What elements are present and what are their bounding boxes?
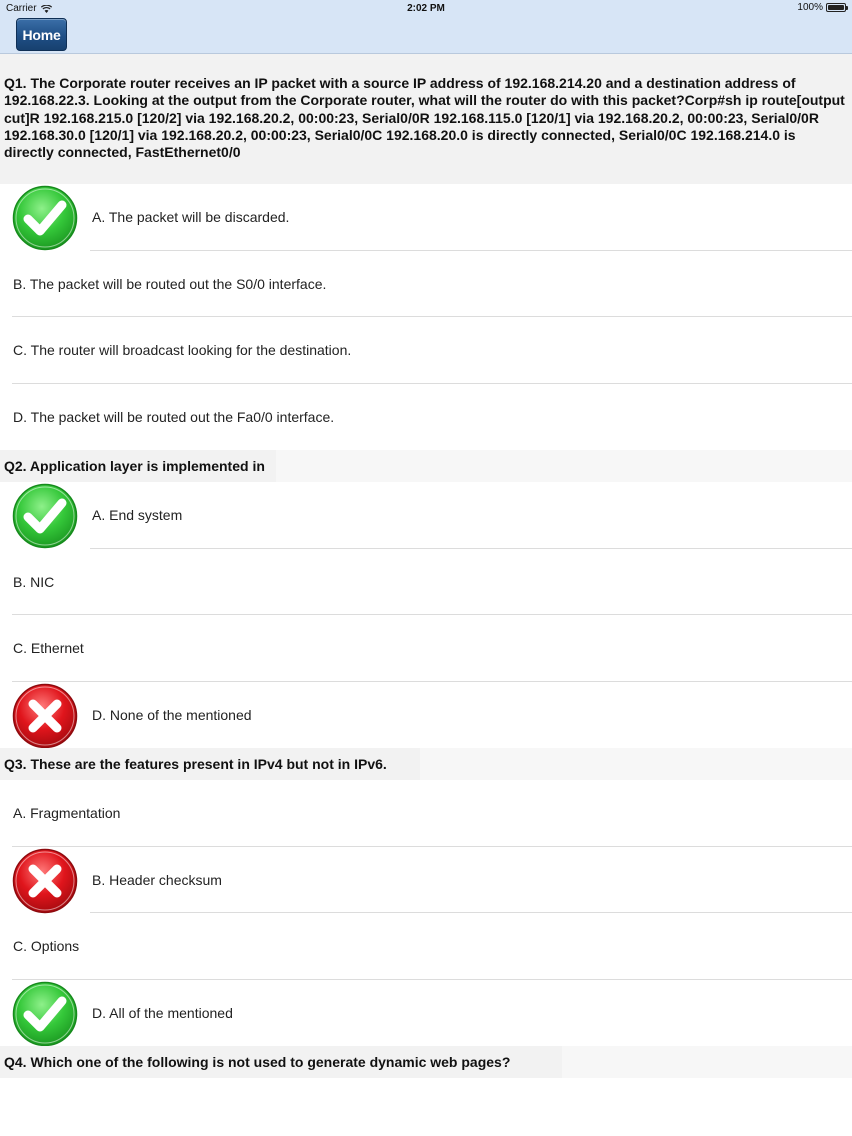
navigation-bar [0, 0, 852, 54]
answer-option[interactable] [0, 251, 852, 318]
answer-option[interactable] [0, 913, 852, 980]
status-bar [0, 0, 852, 18]
cross-icon [12, 848, 78, 914]
checkmark-icon [12, 185, 78, 251]
answer-option[interactable] [0, 384, 852, 451]
question-text [0, 450, 852, 482]
answer-label: B. Header checksum [92, 871, 222, 888]
question-text [0, 1046, 852, 1078]
answer-label: C. Options [13, 938, 80, 955]
question-label: Q2. Application layer is implemented in [4, 458, 265, 474]
question-label: Q3. These are the features present in IPv4 but not in IPv6. [4, 756, 387, 772]
answer-label: B. NIC [13, 573, 55, 590]
answer-option[interactable] [0, 549, 852, 616]
question-text [0, 748, 852, 780]
answer-option[interactable] [0, 682, 852, 749]
battery-indicator [797, 2, 846, 13]
question-label: Q4. Which one of the following is not used to generate dynamic web pages? [4, 1054, 511, 1070]
answer-label: D. The packet will be routed out the Fa0/0 interface. [13, 408, 335, 425]
answer-label: A. Fragmentation [13, 805, 121, 822]
battery-icon [826, 3, 846, 12]
checkmark-icon [12, 981, 78, 1047]
question-text: Q1. The Corporate router receives an IP packet with a source IP address of 192.168.214.20 and a destination address of 192.168.22.3. Looking at the output from the Corporate router, what will the router do with this packet?Corp#sh ip route[output cut]R 192.168.215.0 [120/2] via 192.168.20.2, 00:00:23, Serial0/0R 192.168.115.0 [120/1] via 192.168.20.2, 00:00:23, Serial0/0R 192.168.30.0 [120/1] via 192.168.20.2, 00:00:23, Serial0/0C 192.168.20.0 is directly connected, Serial0/0C 192.168.214.0 is directly connected, FastEthernet0/0 [0, 54, 852, 184]
answer-label: C. The router will broadcast looking for the destination. [13, 342, 352, 359]
answer-option[interactable] [0, 847, 852, 914]
answer-label: A. End system [92, 507, 183, 524]
carrier-label: Carrier [6, 3, 37, 14]
answer-label: B. The packet will be routed out the S0/0 interface. [13, 275, 327, 292]
answer-option[interactable] [0, 780, 852, 847]
answer-option[interactable] [0, 317, 852, 384]
answer-option[interactable] [0, 482, 852, 549]
clock: 2:02 PM [407, 3, 445, 14]
answer-option[interactable] [0, 615, 852, 682]
answer-option[interactable] [0, 184, 852, 251]
answer-label: D. All of the mentioned [92, 1004, 233, 1021]
answer-label: C. Ethernet [13, 640, 84, 657]
question-list [0, 54, 852, 1078]
battery-percent: 100% [797, 2, 823, 13]
checkmark-icon [12, 483, 78, 549]
answer-option[interactable] [0, 980, 852, 1047]
cross-icon [12, 683, 78, 749]
answer-label: D. None of the mentioned [92, 706, 252, 723]
home-button[interactable]: Home [16, 18, 67, 51]
answer-label: A. The packet will be discarded. [92, 209, 290, 226]
